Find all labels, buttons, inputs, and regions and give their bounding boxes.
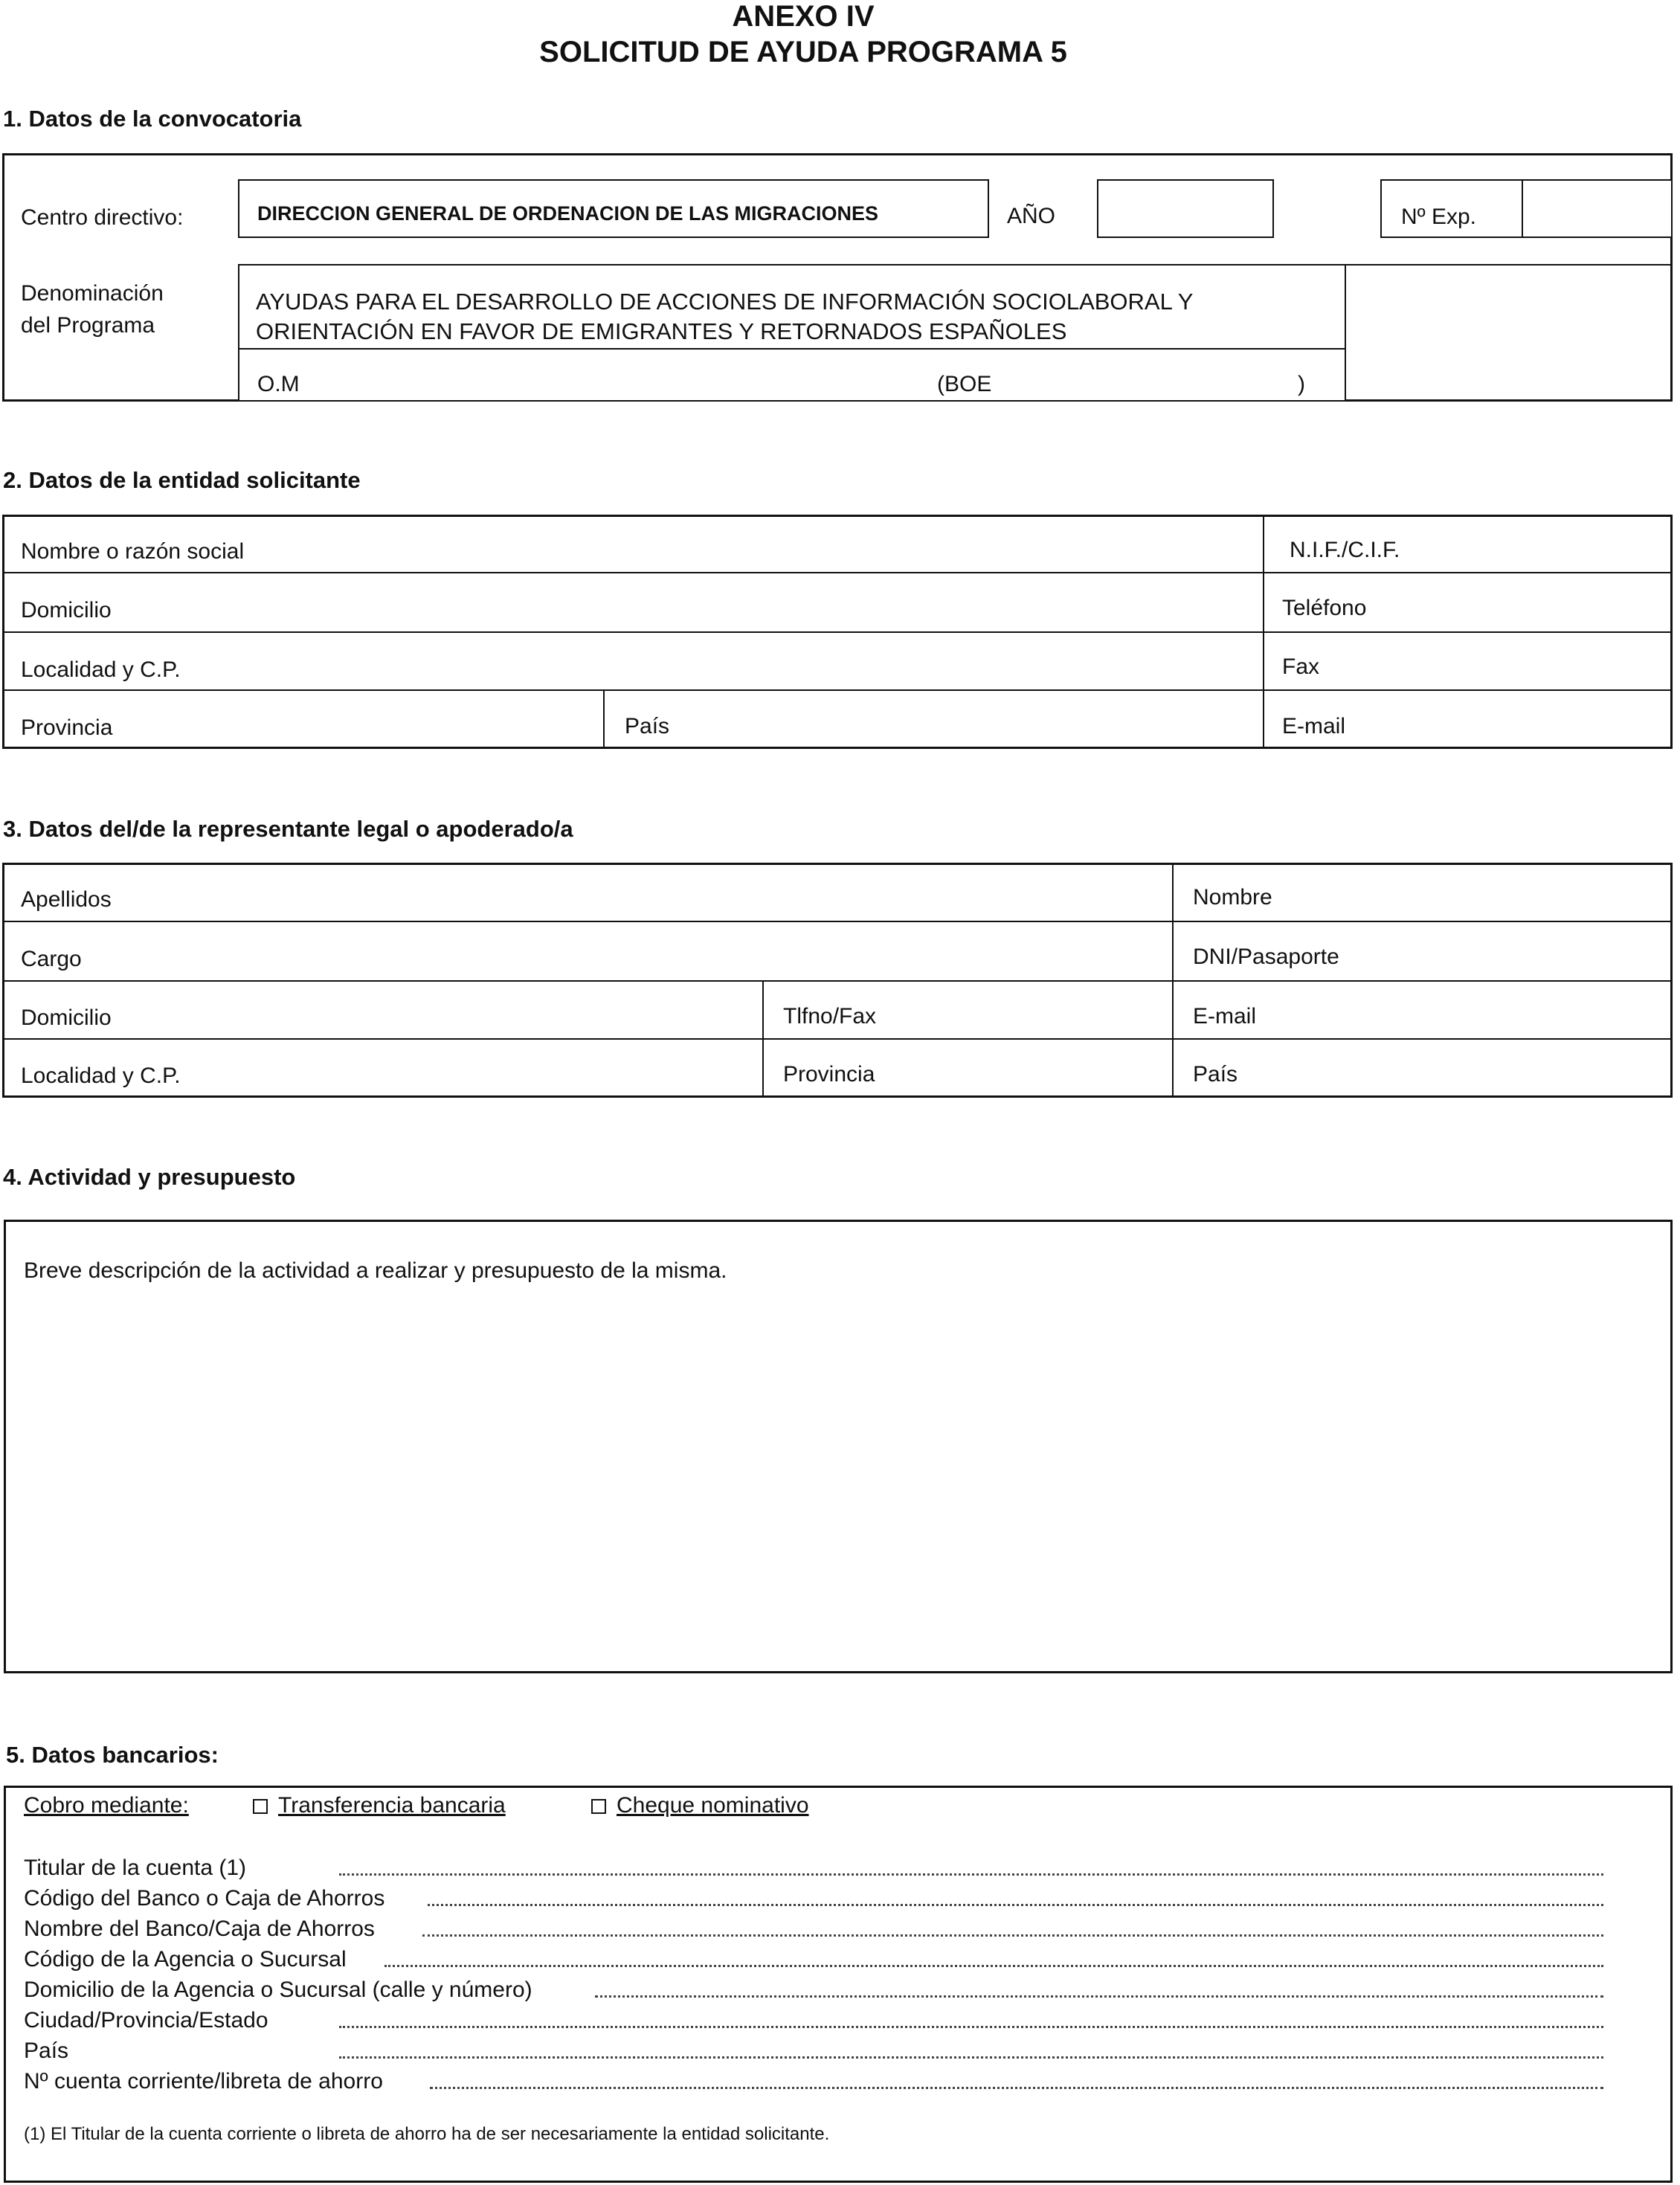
entidad-row-line-2 (2, 631, 1673, 633)
cobro-label: Cobro mediante: (24, 1793, 189, 1818)
programa-line-1: AYUDAS PARA EL DESARROLLO DE ACCIONES DE INFORMACIÓN SOCIOLABORAL Y (256, 289, 1194, 315)
programa-divider (238, 348, 1346, 350)
section3-heading: 3. Datos del/de la representante legal o apoderado/a (3, 816, 573, 842)
field-codigo-banco-line[interactable] (428, 1904, 1603, 1906)
transfer-checkbox[interactable] (253, 1799, 268, 1814)
option-transfer-label: Transferencia bancaria (278, 1793, 506, 1818)
entidad-domicilio-label[interactable]: Domicilio (21, 598, 112, 622)
field-ciudad-label: Ciudad/Provincia/Estado (24, 2008, 268, 2033)
entidad-provincia-divider (603, 689, 605, 749)
field-titular-label: Titular de la cuenta (1) (24, 1856, 247, 1880)
rep-email-label[interactable]: E-mail (1193, 1004, 1257, 1029)
om-label: O.M (257, 372, 300, 396)
field-ciudad-line[interactable] (339, 2026, 1603, 2028)
denominacion-label-1: Denominación (21, 281, 164, 306)
entidad-col-line (1263, 515, 1264, 749)
rep-pais-label[interactable]: País (1193, 1062, 1238, 1087)
section5-heading: 5. Datos bancarios: (6, 1742, 219, 1768)
denominacion-label-2: del Programa (21, 313, 155, 338)
anio-label: AÑO (1007, 204, 1056, 228)
page-title: SOLICITUD DE AYUDA PROGRAMA 5 (539, 36, 1067, 68)
entidad-telefono-label[interactable]: Teléfono (1282, 596, 1367, 620)
actividad-textarea[interactable] (4, 1220, 1673, 1673)
entidad-provincia-label[interactable]: Provincia (21, 715, 113, 740)
field-codigo-agencia-label: Código de la Agencia o Sucursal (24, 1947, 347, 1972)
centro-directivo-value: DIRECCION GENERAL DE ORDENACION DE LAS MIGRACIONES (257, 202, 879, 225)
cheque-checkbox[interactable] (591, 1799, 606, 1814)
field-pais-line[interactable] (339, 2056, 1603, 2059)
entidad-row-line-3 (2, 689, 1673, 691)
exp-underline (1346, 264, 1673, 266)
rep-domicilio-label[interactable]: Domicilio (21, 1005, 112, 1030)
rep-dni-label[interactable]: DNI/Pasaporte (1193, 945, 1339, 969)
field-domicilio-agencia-label: Domicilio de la Agencia o Sucursal (calle y número) (24, 1978, 532, 2002)
entidad-pais-label[interactable]: País (625, 714, 670, 738)
rep-tlfno-label[interactable]: Tlfno/Fax (783, 1004, 877, 1029)
entidad-fax-label[interactable]: Fax (1282, 654, 1320, 679)
rep-row-line-3 (2, 1038, 1673, 1040)
expediente-label: Nº Exp. (1401, 205, 1476, 229)
entidad-row-line-1 (2, 572, 1673, 573)
field-pais-label: País (24, 2038, 69, 2063)
entidad-email-label[interactable]: E-mail (1282, 714, 1346, 738)
anio-field[interactable] (1097, 179, 1274, 238)
entidad-nif-label[interactable]: N.I.F./C.I.F. (1290, 538, 1400, 562)
annex-title: ANEXO IV (732, 0, 875, 33)
rep-provincia-label[interactable]: Provincia (783, 1062, 875, 1087)
field-codigo-agencia-line[interactable] (384, 1965, 1603, 1967)
boe-close: ) (1298, 372, 1305, 396)
rep-row-line-1 (2, 921, 1673, 922)
field-nombre-banco-line[interactable] (422, 1934, 1603, 1937)
footnote: (1) El Titular de la cuenta corriente o libreta de ahorro ha de ser necesariamente la entidad solicitante. (24, 2124, 830, 2144)
entidad-nombre-label[interactable]: Nombre o razón social (21, 539, 245, 564)
centro-directivo-label: Centro directivo: (21, 205, 184, 230)
rep-localidad-label[interactable]: Localidad y C.P. (21, 1063, 181, 1088)
option-cheque-label: Cheque nominativo (617, 1793, 809, 1818)
section2-heading: 2. Datos de la entidad solicitante (3, 467, 361, 493)
rep-apellidos-label[interactable]: Apellidos (21, 887, 112, 912)
section4-heading: 4. Actividad y presupuesto (3, 1164, 296, 1190)
actividad-description-label: Breve descripción de la actividad a realizar y presupuesto de la misma. (24, 1258, 727, 1283)
field-domicilio-agencia-line[interactable] (595, 1995, 1603, 1998)
field-codigo-banco-label: Código del Banco o Caja de Ahorros (24, 1886, 385, 1911)
option-cheque[interactable] (591, 1793, 809, 1818)
entidad-localidad-label[interactable]: Localidad y C.P. (21, 657, 181, 682)
field-nombre-banco-label: Nombre del Banco/Caja de Ahorros (24, 1917, 375, 1941)
section1-heading: 1. Datos de la convocatoria (3, 106, 302, 132)
expediente-field[interactable] (1523, 181, 1670, 236)
field-cuenta-label: Nº cuenta corriente/libreta de ahorro (24, 2069, 383, 2094)
boe-label: (BOE (937, 372, 992, 396)
rep-row-line-2 (2, 980, 1673, 982)
rep-cargo-label[interactable]: Cargo (21, 947, 82, 971)
option-transfer[interactable] (253, 1793, 506, 1818)
rep-nombre-label[interactable]: Nombre (1193, 885, 1272, 910)
field-titular-line[interactable] (339, 1873, 1603, 1876)
field-cuenta-line[interactable] (430, 2087, 1603, 2089)
programa-line-2: ORIENTACIÓN EN FAVOR DE EMIGRANTES Y RETORNADOS ESPAÑOLES (256, 318, 1067, 344)
rep-col-line-2 (1172, 863, 1174, 1098)
rep-col-line-1 (762, 980, 764, 1098)
